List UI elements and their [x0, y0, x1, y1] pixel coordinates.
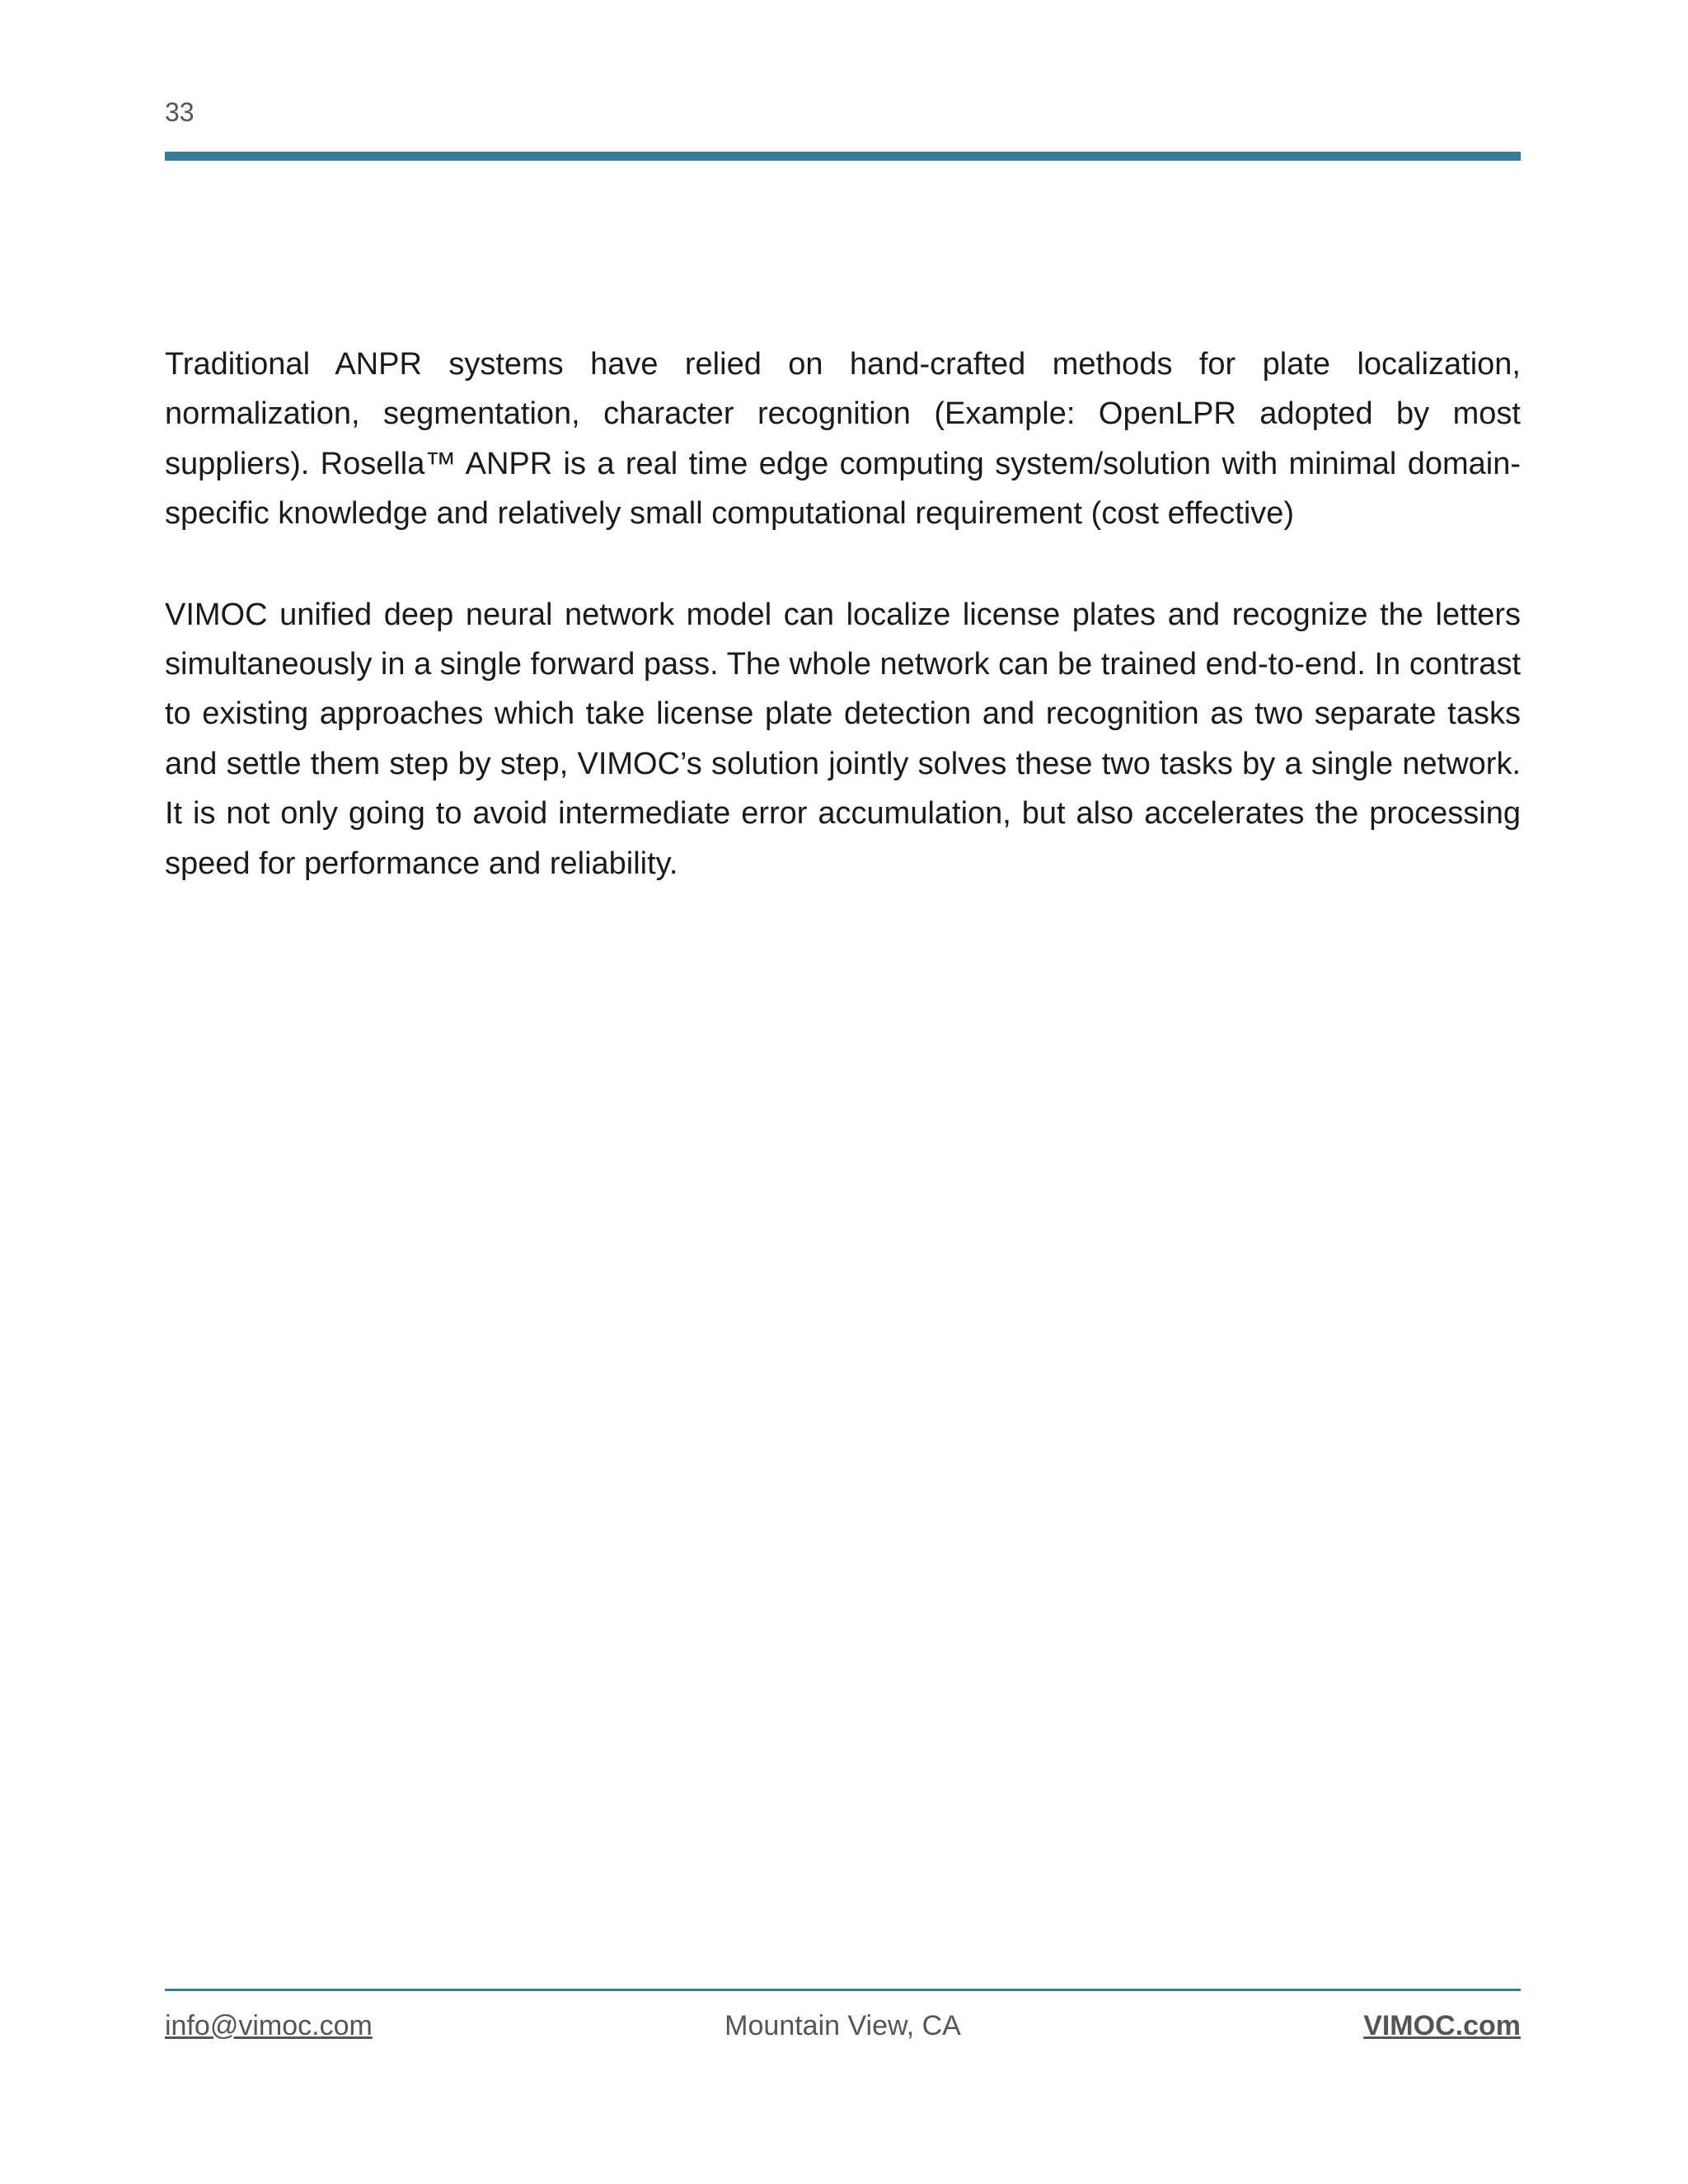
footer-location: Mountain View, CA — [724, 2010, 961, 2041]
footer — [165, 2006, 1521, 2046]
header-rule — [165, 152, 1521, 161]
footer-email-link[interactable]: info@vimoc.com — [165, 2010, 373, 2041]
page-number: 33 — [165, 97, 195, 127]
footer-rule — [165, 1989, 1521, 1991]
body-text — [165, 340, 1521, 940]
paragraph-anpr-overview: Traditional ANPR systems have relied on hand-crafted methods for plate localization, normalization, segmentation, character recognition (Example: OpenLPR adopted by most suppliers). Rosella™ ANPR is a real time edge computing system/solution with minimal domain-specific knowledge and relatively small computational requirement (cost effective) — [165, 347, 1521, 532]
footer-website-link[interactable]: VIMOC.com — [1363, 2010, 1521, 2041]
paragraph-vimoc-network: VIMOC unified deep neural network model can localize license plates and recognize the letters simultaneously in a single forward pass. The whole network can be trained end-to-end. In contrast to existing approaches which take license plate detection and recognition as two separate tasks and settle them step by step, VIMOC’s solution jointly solves these two tasks by a single network. It is not only going to avoid intermediate error accumulation, but also accelerates the processing speed for performance and reliability. — [165, 597, 1521, 881]
